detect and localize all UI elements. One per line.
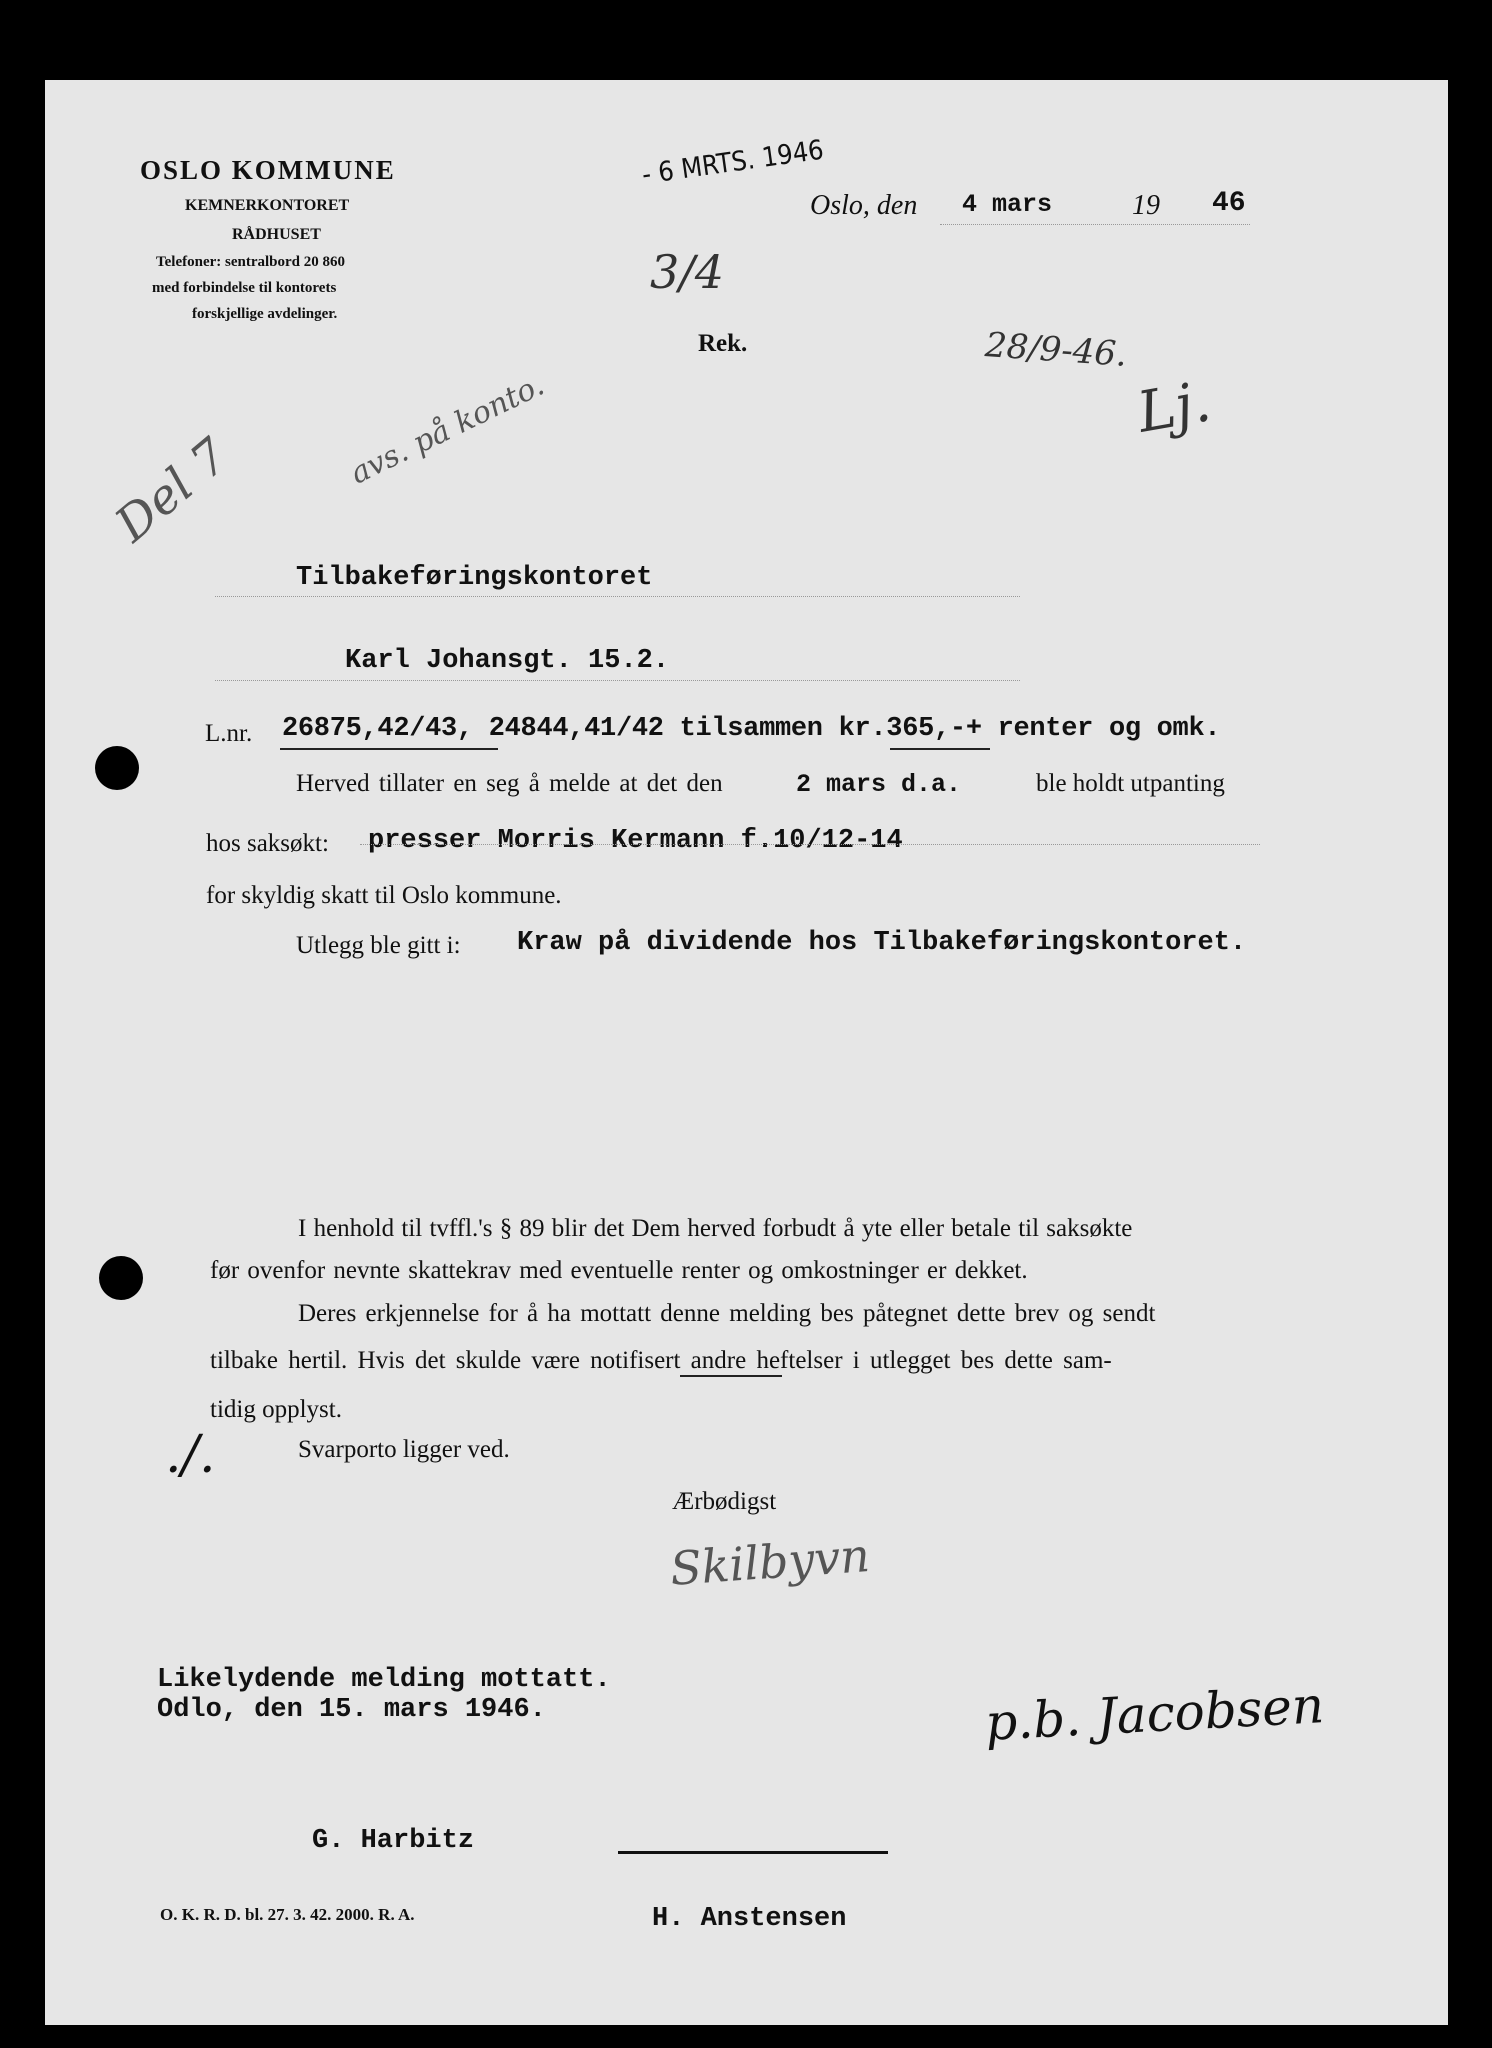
body-line3: for skyldig skatt til Oslo kommune. — [206, 882, 562, 909]
letterhead-org: OSLO KOMMUNE — [140, 155, 396, 185]
signatory-left: G. Harbitz — [312, 1826, 475, 1856]
form-code: O. K. R. D. bl. 27. 3. 42. 2000. R. A. — [160, 1905, 415, 1924]
paragraph-line-3: Deres erkjennelse for å ha mottatt denne melding bes påtegnet dette brev og sendt — [298, 1300, 1156, 1327]
body-line4-label: Utlegg ble gitt i: — [296, 932, 461, 959]
letterhead-phone-3: forskjellige avdelinger. — [192, 306, 338, 322]
recipient-address: Karl Johansgt. 15.2. — [345, 646, 670, 676]
signatory-right: H. Anstensen — [652, 1904, 847, 1934]
paragraph-line-6: Svarporto ligger ved. — [298, 1436, 510, 1463]
body-line2-value: presser Morris Kermann f.10/12-14 — [368, 826, 903, 856]
date-rule — [940, 224, 1250, 225]
date-century: 19 — [1132, 190, 1160, 221]
paragraph-line-1: I henhold til tvffl.'s § 89 blir det Dem herved forbudt å yte eller betale til saksøkte — [298, 1215, 1133, 1242]
handwritten-margin-note: avs. på konto. — [345, 367, 550, 492]
body-line4-value: Kraw på dividende hos Tilbakeføringskontoret. — [517, 928, 1247, 958]
paragraph-line-5: tidig opplyst. — [210, 1396, 342, 1423]
letterhead-building: RÅDHUSET — [232, 226, 321, 243]
paragraph-line-2: før ovenfor nevnte skattekrav med eventuelle renter og omkostninger er dekket. — [210, 1257, 1028, 1284]
lnr-rule — [280, 748, 498, 750]
date-prefix: Oslo, den — [810, 190, 918, 221]
body-line1-date: 2 mars d.a. — [796, 770, 962, 799]
handwritten-margin-number: Del 7 — [105, 427, 240, 553]
lnr-value: 26875,42/43, 24844,41/42 tilsammen kr.365,-+ renter og omk. — [282, 714, 1221, 744]
letterhead-phone-2: med forbindelse til kontorets — [152, 280, 337, 296]
signature-line — [618, 1851, 888, 1854]
paragraph-line-4: tilbake hertil. Hvis det skulde være notifisert andre heftelser i utlegget bes dette sam- — [210, 1347, 1112, 1374]
receipt-line-2: Odlo, den 15. mars 1946. — [157, 1695, 546, 1725]
handwritten-mark: Lj. — [1132, 369, 1216, 446]
attachment-mark: ./. — [165, 1425, 216, 1485]
punch-hole-top — [95, 746, 139, 790]
handwritten-initials: 3/4 — [650, 245, 725, 299]
body-line1-text: Herved tillater en seg å melde at det den — [296, 770, 723, 797]
body-line2-label: hos saksøkt: — [206, 830, 329, 857]
date-year: 46 — [1212, 188, 1246, 219]
closing: Ærbødigst — [672, 1488, 777, 1515]
notifisert-underline — [680, 1375, 782, 1377]
closing-signature: Skilbyvn — [668, 1528, 872, 1596]
letterhead-phone-1: Telefoner: sentralbord 20 860 — [156, 254, 346, 270]
punch-hole-bottom — [99, 1256, 143, 1300]
receipt-line-1: Likelydende melding mottatt. — [157, 1665, 611, 1695]
body-line1-end: ble holdt utpanting — [1036, 770, 1225, 797]
rek-label: Rek. — [698, 330, 748, 357]
address-rule — [215, 680, 1020, 681]
recipient-name: Tilbakeføringskontoret — [296, 563, 653, 593]
date-day: 4 mars — [962, 190, 1053, 219]
body-line2-rule — [360, 844, 1260, 845]
lnr-label: L.nr. — [205, 720, 253, 747]
received-stamp: - 6 MRTS. 1946 — [640, 134, 826, 191]
recipient-rule — [215, 596, 1020, 597]
handwritten-received-date: 28/9-46. — [983, 325, 1129, 375]
lnr-rule-amount — [890, 748, 990, 750]
receipt-signature: p.b. Jacobsen — [983, 1676, 1326, 1752]
letterhead-office: KEMNERKONTORET — [185, 197, 350, 214]
